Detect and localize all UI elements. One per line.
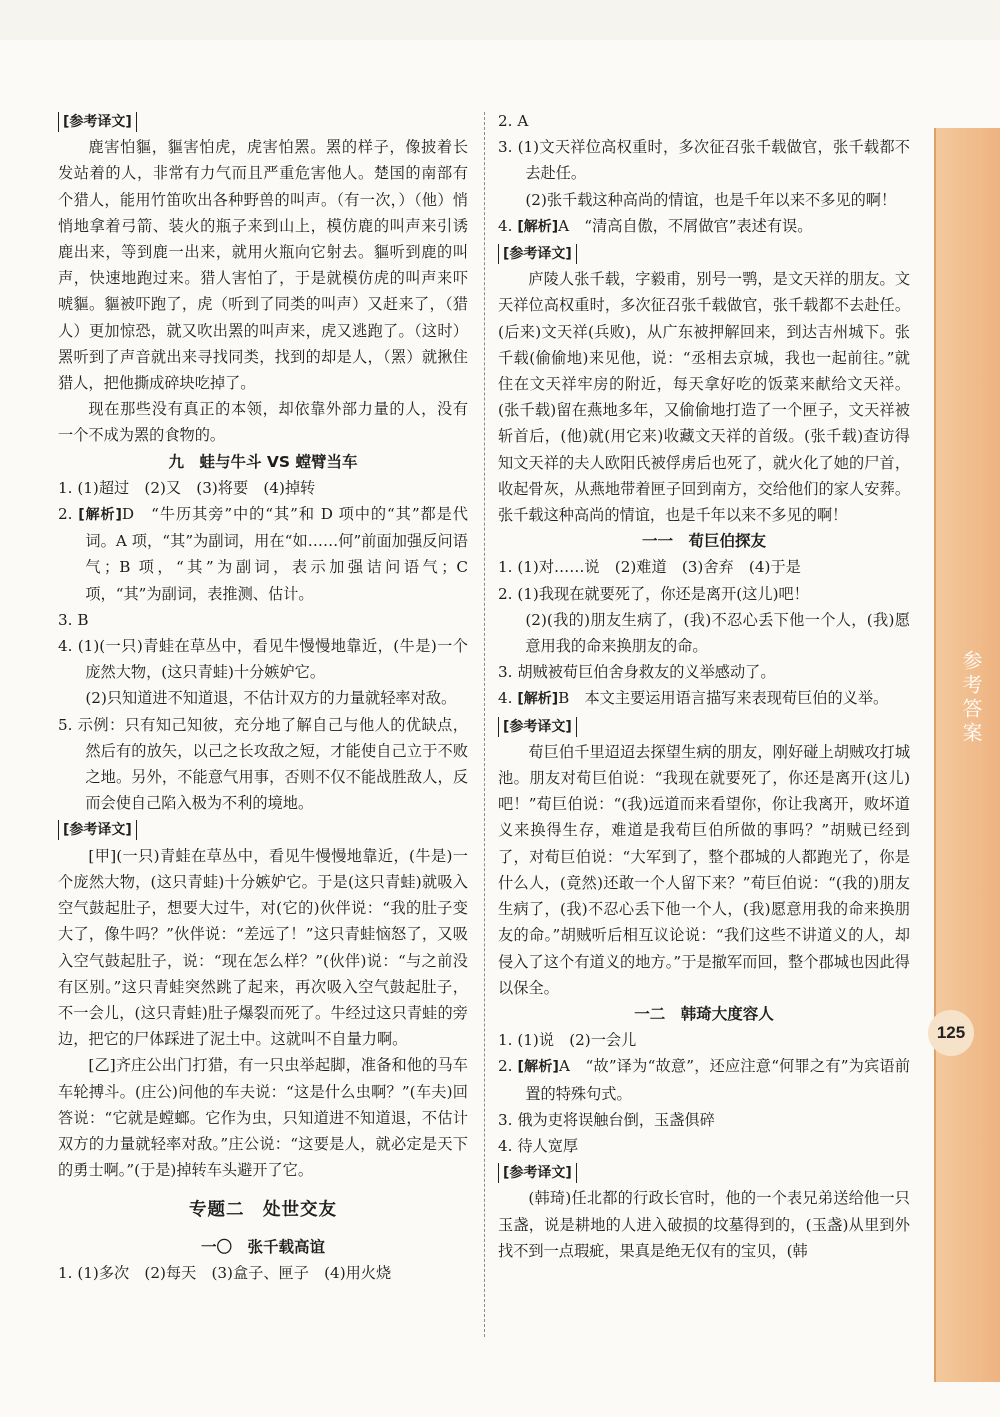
left-column [58, 108, 468, 1286]
section-title: 一二 韩琦大度容人 [634, 1004, 774, 1023]
analysis-label: [解析] [517, 218, 559, 235]
top-margin [0, 0, 1000, 40]
reference-translation-tag: [参考译文] [498, 240, 910, 266]
column-divider [484, 112, 485, 1337]
translation-paragraph: 鹿害怕貙，貙害怕虎，虎害怕罴。罴的样子，像披着长发站着的人，非常有力气而且严重危害他人。楚国的南部有个猎人，能用竹笛吹出各种野兽的叫声。（有一次，）（他）悄悄地拿着弓箭、装火的瓶子来到山上，模仿鹿的叫声来引诱鹿出来，等到鹿一出来，就用火瓶向它射去。貙听到鹿的叫声，快速地跑过来。猎人害怕了，于是就模仿虎的叫声来吓唬貙。貙被吓跑了，虎（听到了同类的叫声）又赶来了，（猎人）更加惊恐，就又吹出罴的叫声来，虎又逃跑了。（这时）罴听到了声音就出来寻找同类，找到的却是人，（罴）就揪住猎人，把他撕成碎块吃掉了。 [58, 138, 468, 393]
analysis-label: [解析] [517, 1059, 559, 1076]
reference-translation-tag: [参考译文] [498, 1159, 910, 1185]
answer-item: (2)只知道进不知道退，不估计双方的力量就轻率对敌。 [85, 689, 457, 708]
answer-item: 1. (1)对……说 (2)难道 (3)舍弃 (4)于是 [498, 558, 801, 577]
answer-item: 3. 俄为吏将误触台倒，玉盏俱碎 [498, 1110, 715, 1129]
answer-item: 4. 待人宽厚 [498, 1136, 579, 1155]
reference-translation-tag: [参考译文] [498, 713, 910, 739]
answer-item: 2. (1)我现在就要死了，你还是离开(这儿)吧！ [498, 584, 809, 603]
answer-item: 4. [解析]B 本文主要运用语言描写来表现荀巨伯的义举。 [498, 689, 889, 708]
topic-title: 专题二 处世交友 [189, 1200, 337, 1221]
section-title: 一〇 张千载高谊 [200, 1237, 325, 1256]
analysis-label: [解析] [78, 507, 122, 524]
translation-paragraph: 现在那些没有真正的本领，却依靠外部力量的人，没有一个不成为罴的食物的。 [58, 400, 468, 445]
translation-paragraph: 庐陵人张千载，字毅甫，别号一鹗，是文天祥的朋友。文天祥位高权重时，多次征召张千载做官，张千载都不去赴任。(后来)文天祥(兵败)，从广东被押解回来，到达吉州城下。张千载(偷偷地)来见他，说：“丞相去京城，我也一起前往。”就住在文天祥牢房的附近，每天拿好吃的饭菜来献给文天祥。(张千载)留在燕地多年，又偷偷地打造了一个匣子，文天祥被斩首后，(他)就(用它来)收藏文天祥的首级。(张千载)查访得知文天祥的夫人欧阳氏被俘虏后也死了，就火化了她的尸首，收起骨灰，从燕地带着匣子回到南方，交给他们的家人安葬。张千载这种高尚的情谊，也是千年以来不多见的啊！ [498, 270, 910, 525]
reference-translation-tag: [参考译文] [58, 108, 468, 134]
answer-item: 1. (1)说 (2)一会儿 [498, 1031, 637, 1050]
translation-paragraph: 荀巨伯千里迢迢去探望生病的朋友，刚好碰上胡贼攻打城池。朋友对荀巨伯说：“我现在就要死了，你还是离开(这儿)吧！”荀巨伯说：“(我)远道而来看望你，你让我离开，败坏道义来换得生存，难道是我荀巨伯所做的事吗？”胡贼已经到了，对荀巨伯说：“大军到了，整个郡城的人都跑光了，你是什么人，(竟然)还敢一个人留下来？”荀巨伯说：“(我的)朋友生病了，(我)不忍心丢下他一个人，(我)愿意用我的命来换朋友的命。”胡贼听后相互议论说：“我们这些不讲道义的人，却侵入了这个有道义的地方。”于是撤军而回，整个郡城也因此得以保全。 [498, 742, 910, 997]
sidebar-label: 参考答案 [959, 650, 983, 746]
answer-item: 2. A [498, 112, 529, 130]
translation-paragraph: [乙]齐庄公出门打猎，有一只虫举起脚，准备和他的马车车轮搏斗。(庄公)问他的车夫说：“这是什么虫啊？”(车夫)回答说：“它就是螳螂。它作为虫，只知道进不知道退，不估计双方的力量就轻率对敌。”庄公说：“这要是人，就必定是天下的勇士啊。”(于是)掉转车头避开了它。 [58, 1056, 468, 1180]
translation-paragraph: [甲](一只)青蛙在草丛中，看见牛慢慢地靠近，(牛是)一个庞然大物，(这只青蛙)十分嫉妒它。于是(这只青蛙)就吸入空气鼓起肚子，想要大过牛，对(它的)伙伴说：“我的肚子变大了，像牛吗？”伙伴说：“差远了！”这只青蛙恼怒了，又吸入空气鼓起肚子，说：“现在怎么样？”(伙伴)说：“与之前没有区别。”这只青蛙突然跳了起来，再次吸入空气鼓起肚子，不一会儿，(这只青蛙)肚子爆裂而死了。牛经过这只青蛙的旁边，把它的尸体踩进了泥土中。这就叫不自量力啊。 [58, 846, 468, 1049]
answer-item: 3. 胡贼被荀巨伯舍身救友的义举感动了。 [498, 663, 776, 682]
answer-item: 5. 示例：只有知己知彼，充分地了解自己与他人的优缺点，然后有的放矢，以己之长攻敌之短，才能使自己立于不败之地。另外，不能意气用事，否则不仅不能战胜敌人，反而会使自己陷入极为不利的境地。 [58, 715, 468, 813]
section-title: 一一 荀巨伯探友 [641, 532, 766, 551]
answer-item: (2)(我的)朋友生病了，(我)不忍心丢下他一个人，(我)愿意用我的命来换朋友的命。 [525, 610, 910, 656]
answer-item: 2. [解析]A “故”译为“故意”，还应注意“何罪之有”为宾语前置的特殊句式。 [498, 1057, 911, 1103]
answer-item: 4. [解析]A “清高自傲，不屑做官”表述有误。 [498, 216, 813, 235]
section-title: 九 蛙与牛斗 VS 螳臂当车 [168, 452, 358, 471]
reference-translation-tag: [参考译文] [58, 816, 468, 842]
right-column [498, 108, 910, 1264]
answer-key-sidebar [934, 128, 1000, 1382]
answer-item: 4. (1)(一只)青蛙在草丛中，看见牛慢慢地靠近，(牛是)一个庞然大物，(这只青蛙)十分嫉妒它。 [58, 637, 468, 682]
answer-item: 2. [解析]D “牛历其旁”中的“其”和 D 项中的“其”都是代词。A 项，“其”为副词，用在“如……何”前面加强反问语气；B 项，“其”为副词，表示加强诘问语气；C 项，“其”为副词，表推测、估计。 [58, 505, 468, 603]
answer-item: 3. B [58, 610, 89, 629]
answer-item: 3. (1)文天祥位高权重时，多次征召张千载做官，张千载都不去赴任。 [498, 138, 910, 183]
page-number: 125 [928, 1010, 974, 1056]
answer-item: (2)张千载这种高尚的情谊，也是千年以来不多见的啊！ [525, 190, 897, 209]
answer-item: 1. (1)超过 (2)又 (3)将要 (4)掉转 [58, 478, 316, 497]
translation-paragraph: (韩琦)任北都的行政长官时，他的一个表兄弟送给他一只玉盏，说是耕地的人进入破损的坟墓得到的，(玉盏)从里到外找不到一点瑕疵，果真是绝无仅有的宝贝，(韩 [498, 1189, 910, 1260]
answer-item: 1. (1)多次 (2)每天 (3)盒子、匣子 (4)用火烧 [58, 1263, 392, 1282]
analysis-label: [解析] [517, 691, 559, 708]
